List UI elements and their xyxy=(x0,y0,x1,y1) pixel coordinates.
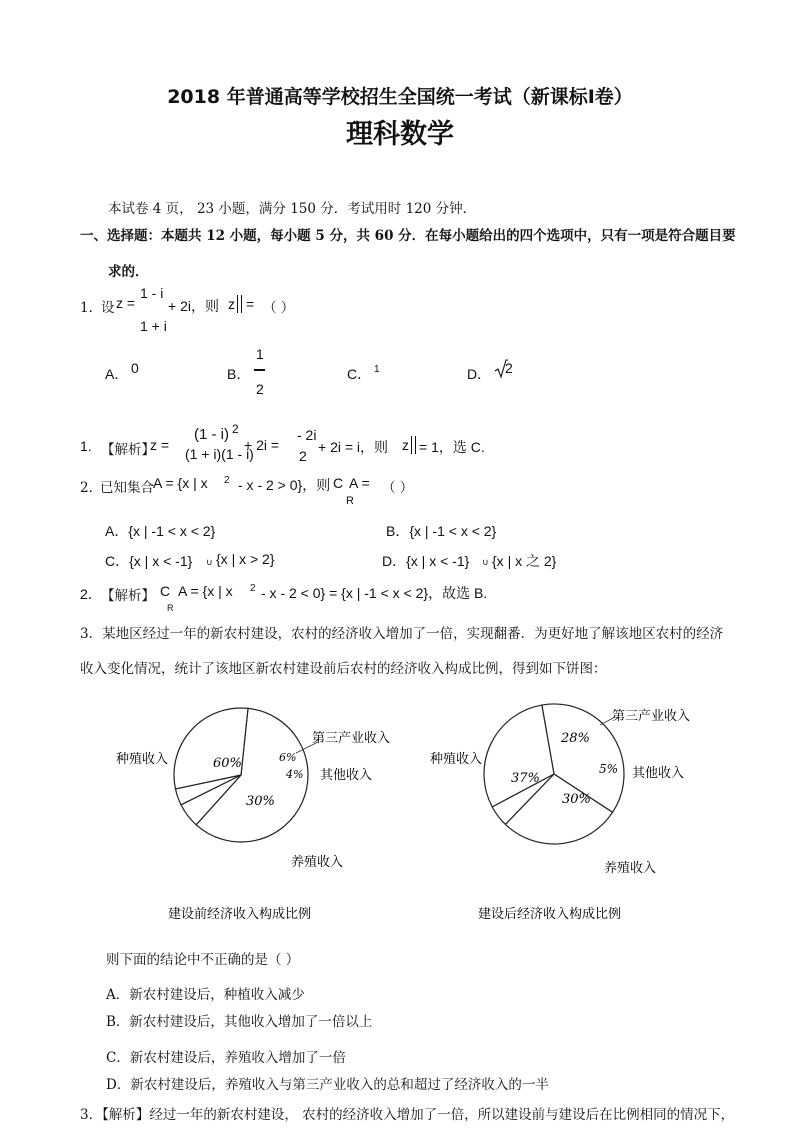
q1-numerator: 1 - i xyxy=(140,285,164,301)
pie2-category-tertiary: 第三产业收入 xyxy=(612,709,691,724)
q2-paren: （ ） xyxy=(382,480,414,496)
pie1-category-planting: 种殖收入 xyxy=(116,752,169,767)
union-icon: ∪ xyxy=(482,557,489,567)
exam-title: 2018 年普通高等学校招生全国统一考试（新课标Ⅰ卷） xyxy=(167,86,633,108)
q2-sup: 2 xyxy=(224,475,230,486)
q1-eq: = xyxy=(246,296,255,312)
q1-z: z = xyxy=(116,295,136,311)
q1-option-c-label: C． xyxy=(347,366,372,382)
q1-option-b-label: B． xyxy=(227,366,251,382)
q1-option-d-value: 2 xyxy=(505,360,513,376)
q3-stem-line2: 收入变化情况，统计了该地区新农村建设前后农村的经济收入构成比例，得到如下饼图： xyxy=(80,661,607,677)
q2-option-a: A．{x | -1 < x < 2} xyxy=(105,523,216,539)
q1-paren: （ ） xyxy=(263,300,295,316)
q2-option-c: C．{x | x < -1} xyxy=(105,553,193,569)
pie1-category-tertiary: 第三产业收入 xyxy=(312,731,391,746)
q3-option-d: D．新农村建设后，养殖收入与第三产业收入的总和超过了经济收入的一半 xyxy=(106,1077,549,1093)
q2-rest: - x - 2 > 0}，则 xyxy=(238,477,331,493)
q1-option-a-label: A． xyxy=(105,366,129,382)
q1-option-d-label: D． xyxy=(467,366,492,382)
sol2-expr: A = {x | x xyxy=(178,583,233,599)
sol1-plus2: + 2i = i，则 xyxy=(318,439,389,455)
pie1-label-breeding: 30% xyxy=(246,794,275,809)
sol1-plus1: + 2i = xyxy=(244,437,280,453)
sol1-abs-bars xyxy=(411,436,416,454)
q2-option-d2: {x | x 之 2} xyxy=(492,553,557,569)
pie2-label-planting: 37% xyxy=(511,771,540,786)
q2-a: A = xyxy=(349,475,370,491)
pie1-label-tertiary: 6% xyxy=(279,751,297,764)
q1-abs-bars xyxy=(237,295,242,313)
sol1-exponent: 2 xyxy=(232,422,239,436)
sol1-z: z = xyxy=(150,437,170,453)
q2-option-c2: {x | x > 2} xyxy=(216,551,275,567)
pie1-category-other: 其他收入 xyxy=(320,768,373,783)
q1-tail: + 2i，则 xyxy=(168,298,219,314)
q1-option-b-fraction-bar xyxy=(254,369,265,371)
pie1-category-breeding: 养殖收入 xyxy=(291,855,344,870)
pie2-label-tertiary: 28% xyxy=(561,731,590,746)
q2-complement: C xyxy=(333,475,344,491)
q3-stem-line1: 3．某地区经过一年的新农村建设，农村的经济收入增加了一倍，实现翻番．为更好地了解该地区农村的经济 xyxy=(80,626,724,642)
sol2-number: 2． xyxy=(80,586,102,602)
q3-option-a: A．新农村建设后，种植收入减少 xyxy=(106,987,305,1003)
q1-denominator: 1 + i xyxy=(140,318,167,334)
union-icon: ∪ xyxy=(206,557,213,567)
sol1-result: = 1，选 C. xyxy=(419,439,485,455)
q2-set: A = {x | x xyxy=(153,475,208,491)
q2-number: 2． xyxy=(80,480,103,496)
pie2-category-other: 其他收入 xyxy=(632,766,685,781)
pie1-label-other: 4% xyxy=(286,768,304,781)
pie1-title: 建设前经济收入构成比例 xyxy=(168,907,312,922)
q3-option-c: C．新农村建设后，养殖收入增加了一倍 xyxy=(106,1050,346,1066)
pie-charts xyxy=(0,690,800,930)
q1-abs-z: z xyxy=(228,296,235,312)
exam-intro: 本试卷 4 页， 23 小题，满分 150 分．考试用时 120 分钟． xyxy=(108,201,477,217)
sol2-sub-r: R xyxy=(167,603,174,613)
pie2-label-breeding: 30% xyxy=(562,792,591,807)
sol2-rest: - x - 2 < 0} = {x | -1 < x < 2}，故选 B. xyxy=(261,585,488,601)
section-heading: 一、选择题：本题共 12 小题，每小题 5 分，共 60 分．在每小题给出的四个选项中，只有一项是符合题目要 xyxy=(80,228,736,244)
sol1-abs-z: z xyxy=(402,437,409,453)
sol1-number: 1. xyxy=(80,438,92,454)
q1-option-b-num: 1 xyxy=(256,346,264,362)
sol1-denominator2: 2 xyxy=(299,448,307,464)
sol2-sup: 2 xyxy=(250,583,256,594)
pie2-title: 建设后经济收入构成比例 xyxy=(478,907,622,922)
q3-question: 则下面的结论中不正确的是（ ） xyxy=(106,952,300,968)
q3-option-b: B．新农村建设后，其他收入增加了一倍以上 xyxy=(106,1014,373,1030)
q1-option-c-value: 1 xyxy=(374,364,380,375)
pie2-category-breeding: 养殖收入 xyxy=(604,861,657,876)
sol1-denominator: (1 + i)(1 - i) xyxy=(185,446,254,462)
subject-title: 理科数学 xyxy=(346,119,454,150)
sol3-text: 3．【解析】经过一年的新农村建设， 农村的经济收入增加了一倍，所以建设前与建设后在比例相同的情况下， xyxy=(80,1107,735,1123)
pie1-label-planting: 60% xyxy=(213,756,242,771)
q1-prefix: 设 xyxy=(101,300,115,316)
sol2-tag: 【解析】 xyxy=(101,588,155,604)
section-heading-cont: 求的． xyxy=(108,264,149,280)
q2-prefix: 已知集合 xyxy=(100,480,154,496)
q2-option-d: D．{x | x < -1} xyxy=(382,553,470,569)
q2-sub-r: R xyxy=(346,495,354,507)
q1-option-a-value: 0 xyxy=(131,360,139,376)
sol1-numerator2: - 2i xyxy=(297,427,317,443)
q1-option-b-den: 2 xyxy=(256,381,264,397)
q1-number: 1． xyxy=(80,300,103,316)
q2-option-b: B．{x | -1 < x < 2} xyxy=(386,523,497,539)
sol1-numerator: (1 - i) xyxy=(194,426,229,443)
sol2-complement: C xyxy=(160,583,171,599)
sol1-tag: 【解析】 xyxy=(101,442,155,458)
pie2-category-planting: 种殖收入 xyxy=(430,752,483,767)
pie2-label-other: 5% xyxy=(599,762,619,776)
